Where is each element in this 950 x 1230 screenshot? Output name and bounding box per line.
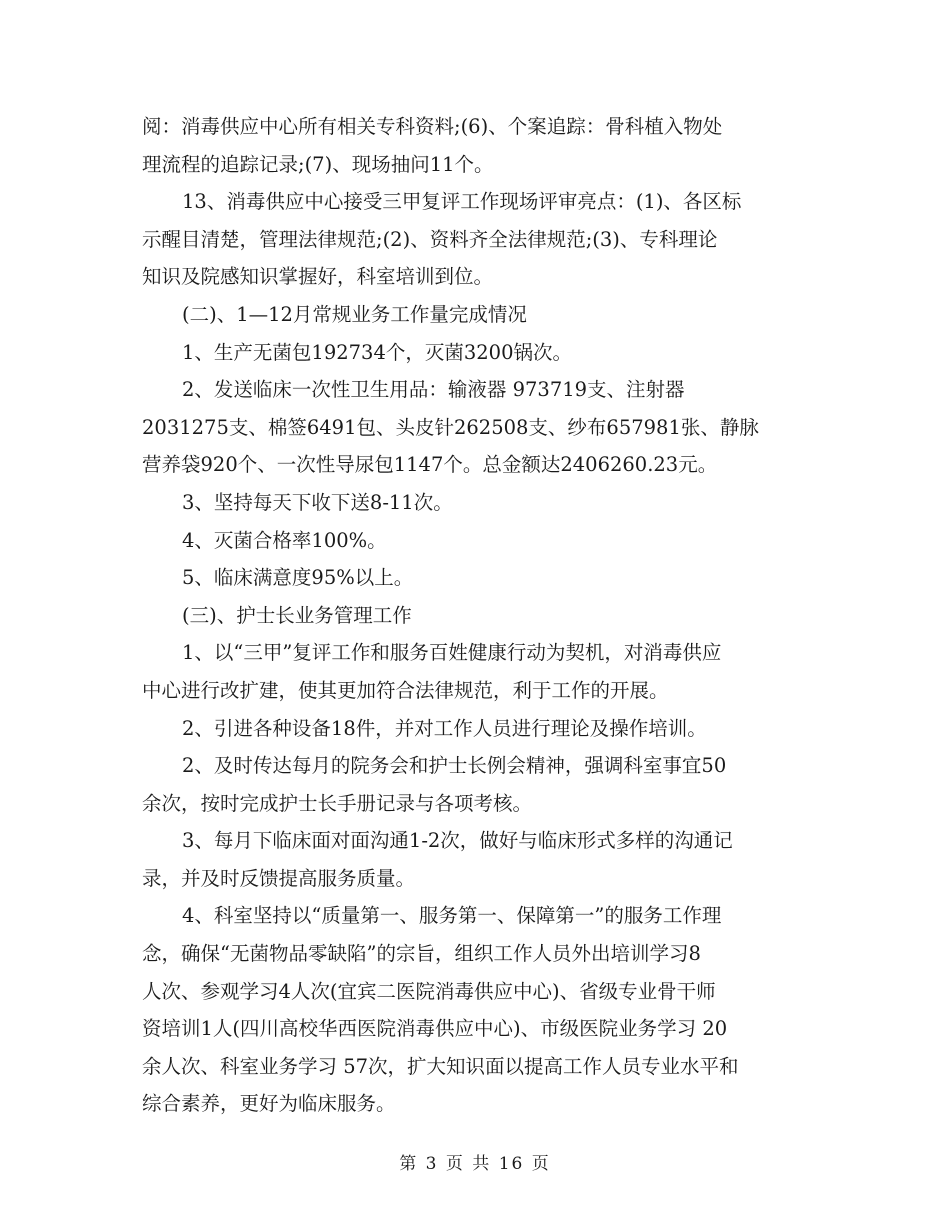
text-line: 余次，按时完成护士长手册记录与各项考核。 [142,791,533,815]
body-text [142,108,806,1123]
section-heading: (二)、1—12月常规业务工作量完成情况 [182,302,527,326]
text-line: 2、发送临床一次性卫生用品：输液器 973719支、注射器 [182,378,685,402]
text-line: 阅：消毒供应中心所有相关专科资料;(6)、个案追踪：骨科植入物处 [142,115,723,138]
text-line: 资培训1人(四川高校华西医院消毒供应中心)、市级医院业务学习 20 [142,1017,728,1041]
text-line: 中心进行改扩建，使其更加符合法律规范，利于工作的开展。 [142,678,669,702]
text-line: 示醒目清楚，管理法律规范;(2)、资料齐全法律规范;(3)、专科理论 [142,227,718,251]
text-line: 5、临床满意度95%以上。 [182,566,414,590]
text-line: 4、科室坚持以“质量第一、服务第一、保障第一”的服务工作理 [182,904,722,928]
text-line: 营养袋920个、一次性导尿包1147个。总金额达2406260.23元。 [142,453,718,477]
section-heading: (三)、护士长业务管理工作 [182,603,412,627]
text-line: 知识及院感知识掌握好，科室培训到位。 [142,265,494,289]
text-line: 4、灭菌合格率100%。 [182,528,387,552]
text-line: 念，确保“无菌物品零缺陷”的宗旨，组织工作人员外出培训学习8 [142,942,701,966]
text-line: 录，并及时反馈提高服务质量。 [142,866,416,890]
text-line: 2、引进各种设备18件，并对工作人员进行理论及操作培训。 [182,716,707,740]
page-number-footer: 第 3 页 共 16 页 [399,1154,551,1174]
text-line: 1、生产无菌包192734个，灭菌3200锅次。 [182,340,572,364]
text-line: 理流程的追踪记录;(7)、现场抽问11个。 [142,152,494,176]
text-line: 综合素养，更好为临床服务。 [142,1092,396,1116]
text-line: 3、坚持每天下收下送8-11次。 [182,490,453,514]
text-line: 3、每月下临床面对面沟通1-2次，做好与临床形式多样的沟通记 [182,829,733,853]
text-line: 余人次、科室业务学习 57次，扩大知识面以提高工作人员专业水平和 [142,1054,739,1078]
text-line: 1、以“三甲”复评工作和服务百姓健康行动为契机，对消毒供应 [182,641,722,665]
text-line: 13、消毒供应中心接受三甲复评工作现场评审亮点：(1)、各区标 [182,190,742,214]
text-line: 人次、参观学习4人次(宜宾二医院消毒供应中心)、省级专业骨干师 [142,979,716,1003]
text-line: 2、及时传达每月的院务会和护士长例会精神，强调科室事宜50 [182,754,727,778]
document-body [142,108,806,1123]
text-line: 2031275支、棉签6491包、头皮针262508支、纱布657981张、静脉 [142,415,759,439]
